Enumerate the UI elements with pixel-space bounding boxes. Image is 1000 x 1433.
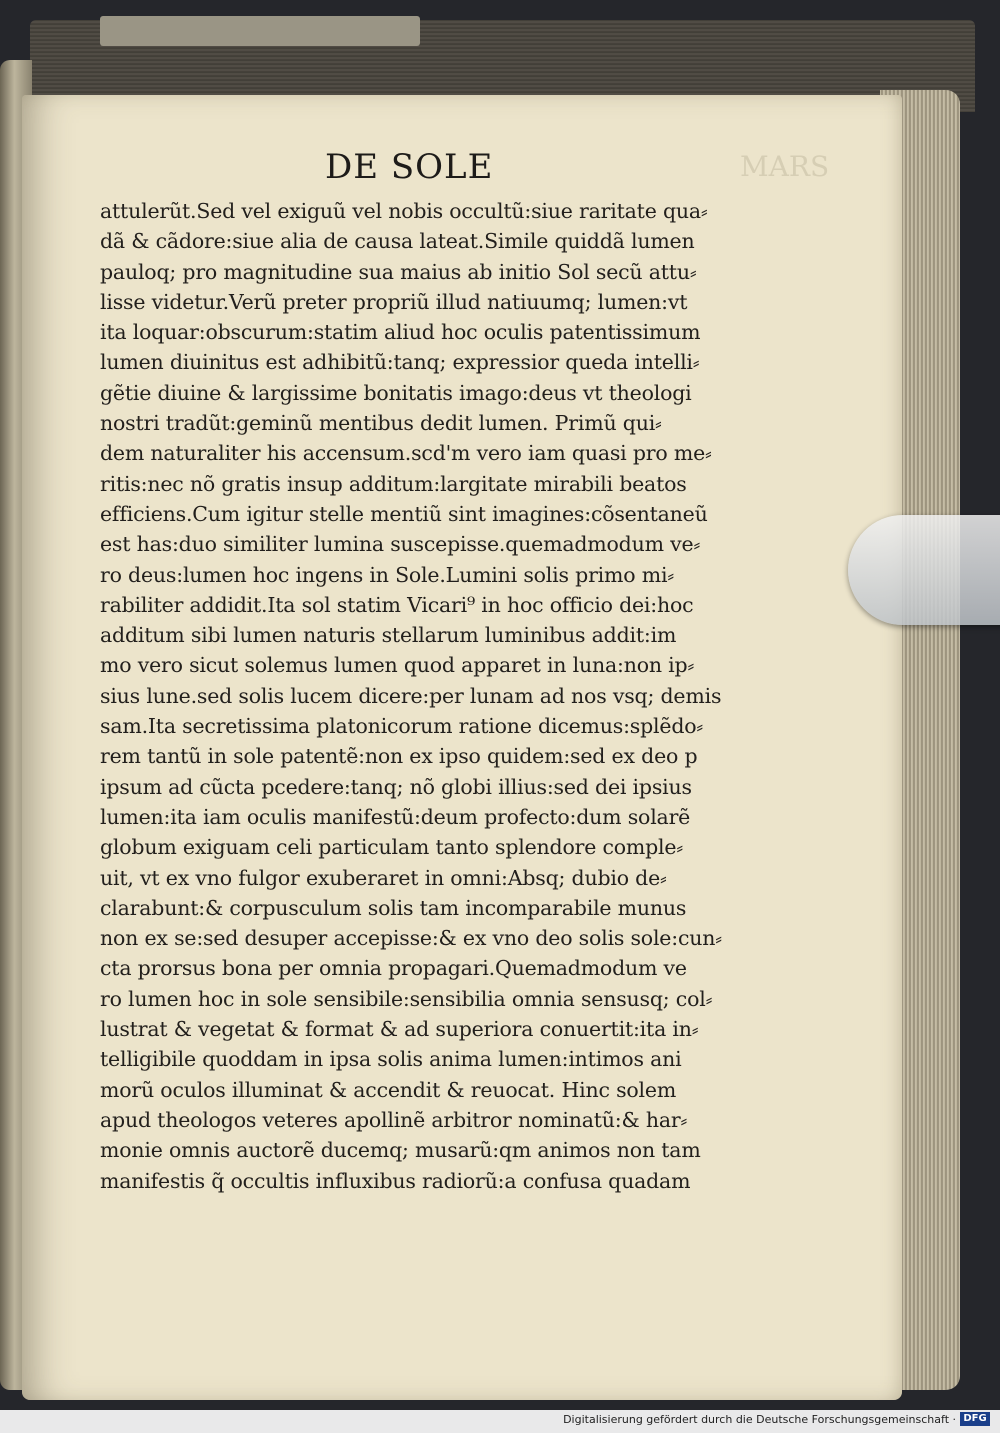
text-line: ipsum ad cũcta pcedere:tanq; nõ globi illius:sed dei ipsius xyxy=(100,774,692,799)
text-line: dem naturaliter his accensum.scd'm vero iam quasi pro me⸗ xyxy=(100,441,712,466)
text-line: pauloq; pro magnitudine sua maius ab initio Sol secũ attu⸗ xyxy=(100,259,697,284)
text-line: ro deus:lumen hoc ingens in Sole.Lumini solis primo mi⸗ xyxy=(100,562,674,587)
text-line: ro lumen hoc in sole sensibile:sensibilia omnia sensusq; col⸗ xyxy=(100,986,713,1011)
text-line: dã & cãdore:siue alia de causa lateat.Simile quiddã lumen xyxy=(100,229,695,254)
text-line: ita loquar:obscurum:statim aliud hoc oculis patentissimum xyxy=(100,320,701,345)
text-line: cta prorsus bona per omnia propagari.Quemadmodum ve xyxy=(100,956,687,981)
text-line: efficiens.Cum igitur stelle mentiũ sint imagines:cõsentaneũ xyxy=(100,501,708,526)
text-line: monie omnis auctorẽ ducemq; musarũ:qm animos non tam xyxy=(100,1138,701,1163)
book-edge-tab xyxy=(100,16,420,46)
text-line: lustrat & vegetat & format & ad superiora conuertit:ita in⸗ xyxy=(100,1017,699,1042)
text-line: est has:duo similiter lumina suscepisse.quemadmodum ve⸗ xyxy=(100,532,701,557)
page-clip xyxy=(848,515,1000,625)
text-line: rabiliter addidit.Ita sol statim Vicari⁹ in hoc officio dei:hoc xyxy=(100,592,694,617)
text-line: lumen diuinitus est adhibitũ:tanq; expressior queda intelli⸗ xyxy=(100,350,700,375)
text-line: ritis:nec nõ gratis insup additum:largitate mirabili beatos xyxy=(100,471,687,496)
text-line: lisse videtur.Verũ preter propriũ illud natiuumq; lumen:vt xyxy=(100,289,688,314)
text-line: nostri tradũt:geminũ mentibus dedit lumen. Primũ qui⸗ xyxy=(100,411,662,436)
footer-credit: Digitalisierung gefördert durch die Deutsche Forschungsgemeinschaft · xyxy=(563,1413,956,1426)
text-line: sam.Ita secretissima platonicorum ratione dicemus:splẽdo⸗ xyxy=(100,714,704,739)
text-line: mo vero sicut solemus lumen quod apparet in luna:non ip⸗ xyxy=(100,653,695,678)
text-line: lumen:ita iam oculis manifestũ:deum profecto:dum solarẽ xyxy=(100,804,691,829)
text-line: apud theologos veteres apollinẽ arbitror nominatũ:& har⸗ xyxy=(100,1107,688,1132)
text-line: telligibile quoddam in ipsa solis anima lumen:intimos ani xyxy=(100,1047,682,1072)
bleed-through-heading: MARS xyxy=(740,150,830,183)
body-text xyxy=(100,196,720,1196)
text-line: sius lune.sed solis lucem dicere:per lunam ad nos vsq; demis xyxy=(100,683,722,708)
dfg-logo: DFG xyxy=(960,1412,990,1426)
text-line: manifestis q̃ occultis influxibus radiorũ:a confusa quadam xyxy=(100,1168,691,1193)
text-line: clarabunt:& corpusculum solis tam incomparabile munus xyxy=(100,895,687,920)
text-line: uit, vt ex vno fulgor exuberaret in omni:Absq; dubio de⸗ xyxy=(100,865,667,890)
text-line: additum sibi lumen naturis stellarum luminibus addit:im xyxy=(100,623,677,648)
text-line: attulerũt.Sed vel exiguũ vel nobis occultũ:siue raritate qua⸗ xyxy=(100,199,708,223)
text-line: gẽtie diuine & largissime bonitatis imago:deus vt theologi xyxy=(100,380,692,405)
text-line: rem tantũ in sole patentẽ:non ex ipso quidem:sed ex deo p xyxy=(100,744,698,769)
text-line: morũ oculos illuminat & accendit & reuocat. Hinc solem xyxy=(100,1077,677,1102)
text-line: non ex se:sed desuper accepisse:& ex vno deo solis sole:cun⸗ xyxy=(100,926,722,951)
text-line: globum exiguam celi particulam tanto splendore comple⸗ xyxy=(100,835,683,860)
running-head: DE SOLE xyxy=(325,147,494,187)
